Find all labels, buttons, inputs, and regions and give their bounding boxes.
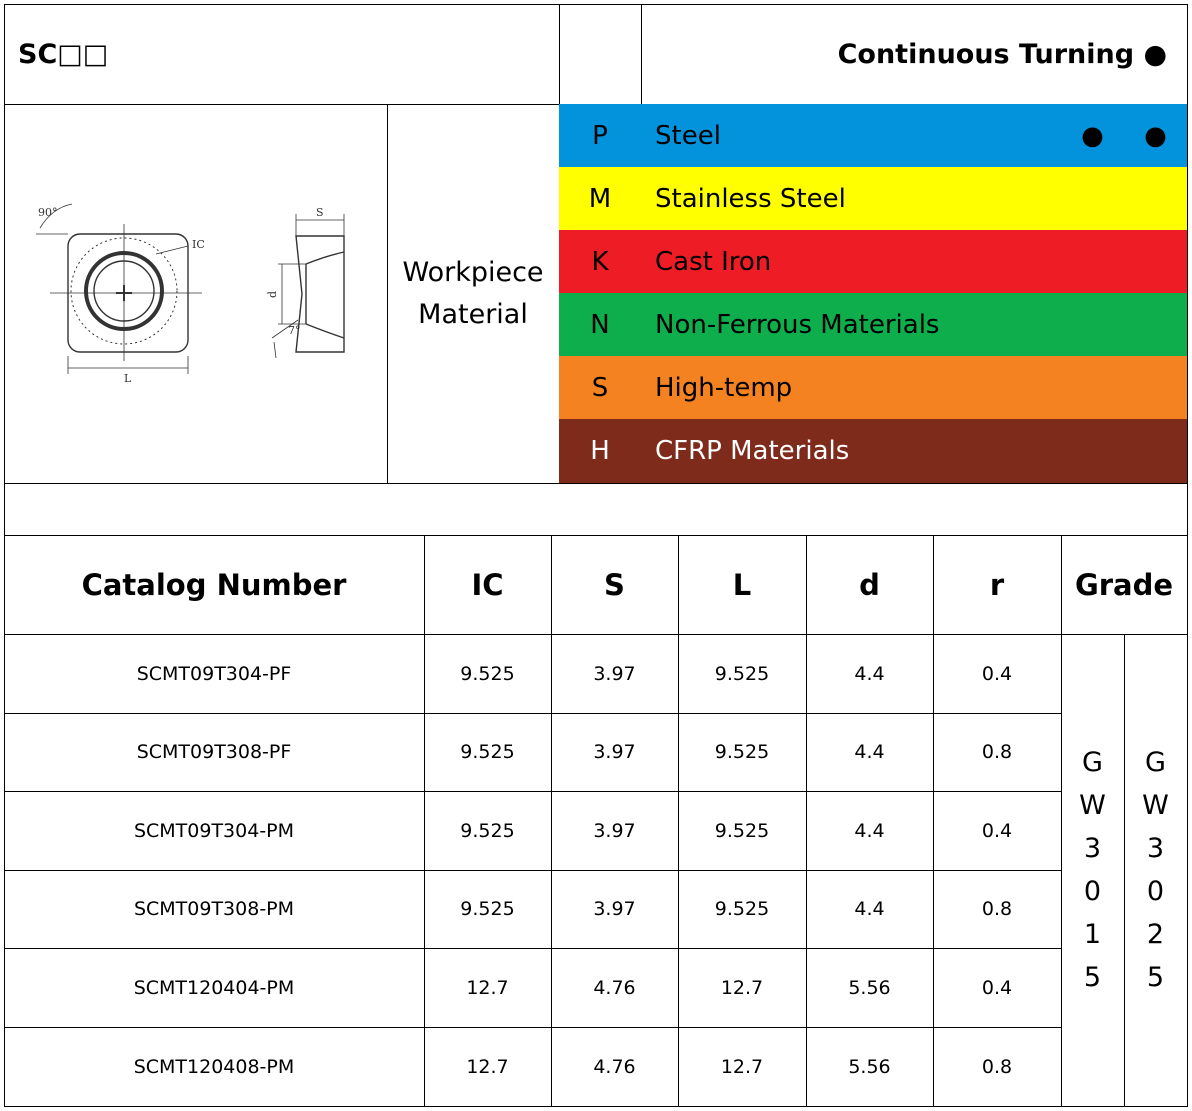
material-name-k [641,230,1062,294]
column-header: d [859,567,880,602]
suitability-dot: ● [1081,120,1104,151]
header-mode-cell [641,4,1188,105]
dimension-value: 9.525 [714,662,770,685]
table-header-s [551,535,679,635]
table-header-grade [1061,535,1188,635]
table-cell [4,870,425,949]
material-name-m [641,167,1062,231]
dimension-value: 0.4 [981,662,1013,685]
column-header: r [989,567,1005,602]
dimension-value: 4.76 [593,976,636,999]
dimension-value: 12.7 [720,976,764,999]
column-header: L [732,567,752,602]
dimension-value: 4.4 [854,898,885,920]
grade-character: 5 [1083,962,1102,993]
material-code-h [559,419,642,484]
table-cell [933,1027,1062,1107]
table-cell [424,791,552,871]
material-grade1-m [1061,167,1125,231]
clearance-label: 7° [287,323,300,337]
suitability-dot: ● [1144,120,1167,151]
dimension-value: 4.76 [593,1055,636,1078]
material-code: H [590,436,610,466]
dimension-value: 0.4 [981,976,1013,999]
material-name: Stainless Steel [655,183,846,214]
insert-code-title: SC□□ [18,38,109,70]
table-cell [678,1027,807,1107]
material-grade2-p [1124,104,1188,168]
material-code-s [559,356,642,420]
table-cell [933,791,1062,871]
material-grade2-s [1124,356,1188,420]
ic-label: IC [191,237,205,251]
dimension-value: 9.525 [460,819,515,842]
grade-character: G [1145,747,1166,778]
catalog-number: SCMT09T308-PM [133,898,295,920]
dimension-value: 3.97 [593,898,636,920]
header-code-cell [4,4,560,105]
material-name-n [641,293,1062,357]
material-name: Non-Ferrous Materials [655,309,940,340]
continuous-turning-label: Continuous Turning ● [837,38,1167,70]
table-cell [806,713,934,792]
table-cell [424,713,552,792]
insert-drawing-cell [4,104,388,484]
grade-character: 2 [1146,919,1165,950]
table-cell [933,870,1062,949]
catalog-number: SCMT09T308-PF [136,741,292,763]
material-grade1-p [1061,104,1125,168]
material-name-s [641,356,1062,420]
table-cell [806,948,934,1028]
angle-label: 90° [37,205,57,219]
table-cell [806,634,934,714]
dimension-value: 9.525 [714,898,770,920]
grade-character: W [1142,790,1169,821]
material-grade2-h [1124,419,1188,484]
dimension-value: 4.4 [854,819,885,842]
dimension-value: 0.8 [981,898,1013,920]
dimension-value: 5.56 [848,1055,891,1078]
dimension-value: 9.525 [714,741,770,763]
catalog-number: SCMT09T304-PM [133,819,295,842]
table-cell [678,870,807,949]
table-cell [806,1027,934,1107]
grade-column-2 [1124,634,1188,1107]
table-cell [4,1027,425,1107]
header-blank-cell [559,4,642,105]
material-code: P [592,120,608,151]
table-cell [424,1027,552,1107]
table-header-catalog-number [4,535,425,635]
column-header: Catalog Number [81,567,347,602]
dimension-value: 9.525 [460,898,515,920]
table-cell [4,948,425,1028]
table-cell [551,713,679,792]
table-cell [678,948,807,1028]
dimension-value: 0.4 [981,819,1013,842]
material-grade1-h [1061,419,1125,484]
material-grade1-n [1061,293,1125,357]
workpiece-label-line: Material [418,298,528,330]
dimension-value: 9.525 [714,819,770,842]
dimension-value: 3.97 [593,662,636,685]
dimension-value: 3.97 [593,741,636,763]
material-name-p [641,104,1062,168]
material-name: CFRP Materials [655,436,850,466]
workpiece-material-cell [387,104,560,484]
table-cell [806,791,934,871]
material-code: S [591,372,609,403]
material-code-n [559,293,642,357]
catalog-number: SCMT120404-PM [133,976,295,999]
grade-character: 1 [1083,919,1102,950]
table-cell [551,870,679,949]
material-code-m [559,167,642,231]
table-header-l [678,535,807,635]
table-cell [424,948,552,1028]
material-name: Steel [655,120,721,151]
table-cell [4,713,425,792]
s-label: S [315,205,324,219]
table-cell [424,870,552,949]
material-code-k [559,230,642,294]
dimension-value: 9.525 [460,662,515,685]
table-cell [933,634,1062,714]
workpiece-label-line: Workpiece [402,256,544,288]
dimension-value: 12.7 [720,1055,764,1078]
table-cell [551,634,679,714]
dimension-value: 12.7 [466,1055,509,1078]
catalog-number: SCMT120408-PM [133,1055,295,1078]
grade-character: 0 [1146,876,1165,907]
table-cell [424,634,552,714]
table-cell [551,791,679,871]
table-header-r [933,535,1062,635]
table-header-ic [424,535,552,635]
d-label: d [265,290,279,298]
table-cell [4,791,425,871]
grade-character: G [1082,747,1103,778]
table-cell [678,634,807,714]
dimension-value: 4.4 [854,741,885,763]
table-cell [678,791,807,871]
material-code: K [591,246,609,277]
material-name: High-temp [655,372,793,403]
column-header: S [604,567,625,602]
table-cell [551,948,679,1028]
spacer-row [4,483,1188,536]
material-grade1-k [1061,230,1125,294]
dimension-value: 4.4 [854,662,885,685]
material-code: N [590,309,610,340]
material-name-h [641,419,1062,484]
grade-column-1 [1061,634,1125,1107]
table-cell [933,713,1062,792]
table-cell [806,870,934,949]
material-grade2-k [1124,230,1188,294]
dimension-value: 9.525 [460,741,515,763]
dimension-value: 3.97 [593,819,636,842]
material-grade1-s [1061,356,1125,420]
insert-technical-drawing [6,106,386,482]
grade-character: 3 [1083,833,1102,864]
table-cell [933,948,1062,1028]
l-label: L [123,371,131,385]
dimension-value: 0.8 [981,1055,1013,1078]
dimension-value: 0.8 [981,741,1013,763]
table-cell [551,1027,679,1107]
grade-character: 5 [1146,962,1165,993]
catalog-number: SCMT09T304-PF [136,662,292,685]
table-cell [4,634,425,714]
table-header-d [806,535,934,635]
column-header: Grade [1074,567,1174,602]
grade-character: 3 [1146,833,1165,864]
column-header: IC [471,567,504,602]
material-grade2-m [1124,167,1188,231]
dimension-value: 12.7 [466,976,509,999]
material-name: Cast Iron [655,246,772,277]
table-cell [678,713,807,792]
material-code-p [559,104,642,168]
grade-character: 0 [1083,876,1102,907]
dimension-value: 5.56 [848,976,891,999]
material-grade2-n [1124,293,1188,357]
grade-character: W [1079,790,1106,821]
material-code: M [588,183,612,214]
